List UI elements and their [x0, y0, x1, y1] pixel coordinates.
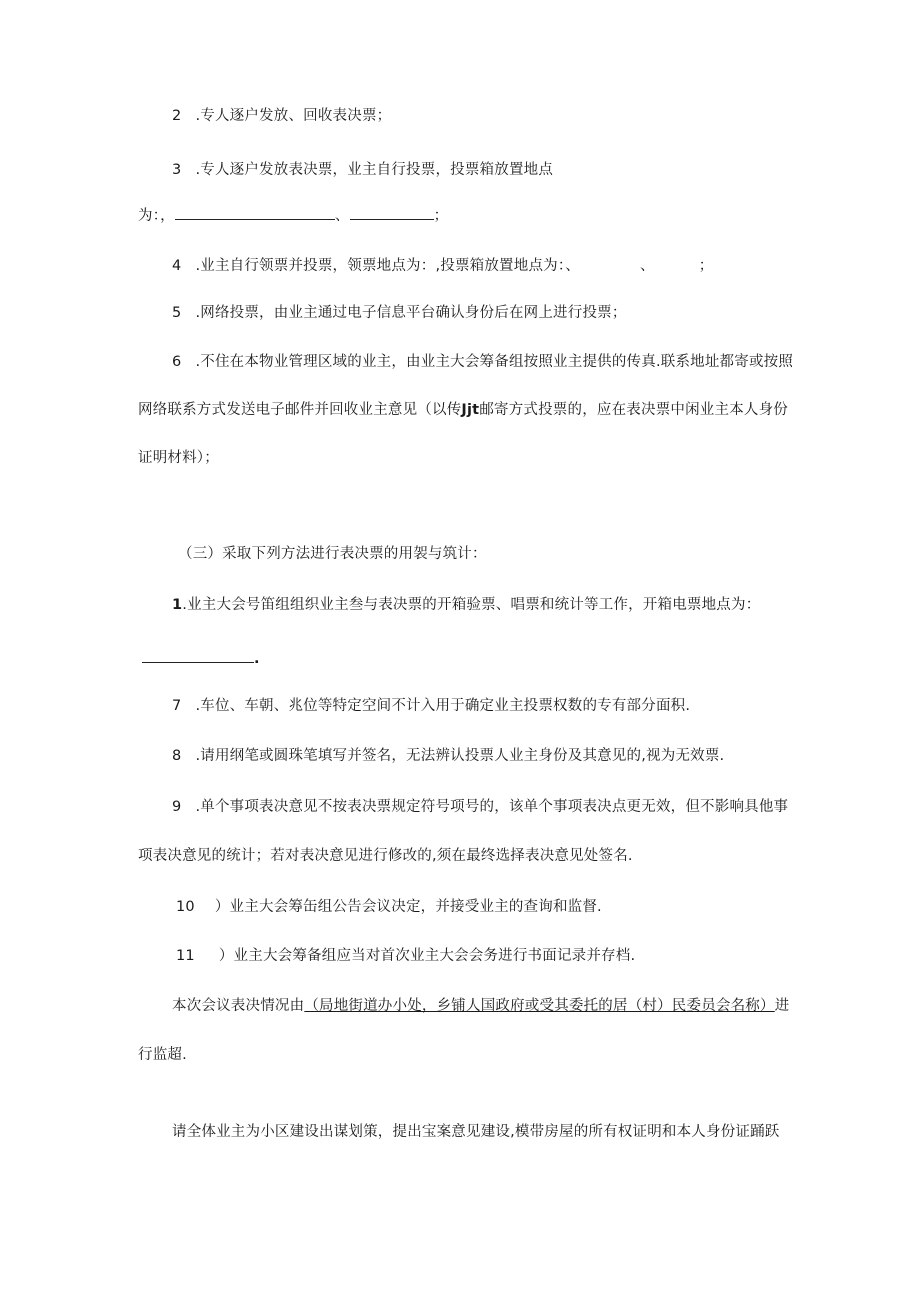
item-text: .车位、车朝、兆位等特定空间不计入用于确定业主投票权数的专有部分面积.	[195, 698, 691, 714]
list-item-4	[172, 256, 713, 276]
item-end: ；	[433, 208, 449, 224]
text-segment: 行监超.	[138, 1047, 187, 1063]
list-item-11	[176, 946, 635, 966]
item-number: 10	[176, 899, 195, 915]
blank-field-location-2	[350, 205, 434, 220]
list-item-2	[172, 106, 391, 126]
list-item-3	[172, 160, 553, 180]
item-text: ）业主大会筹缶组公告会议决定，并接受业主的查询和监督.	[214, 899, 602, 915]
item-number: 4	[172, 258, 182, 274]
supervision-paragraph-line-1	[172, 996, 789, 1016]
text-segment: 证明材料）；	[138, 450, 219, 466]
item-text-line-1: .单个事项表决意见不按表决票规定符号项号的，该单个事项表决点更无效，但不影响具他事	[195, 799, 789, 815]
item-text: .业主大会号笛组组织业主叁与表决票的开箱验票、唱票和统计等工作，开箱电票地点为：	[182, 597, 761, 613]
list-item-3-continued	[138, 205, 448, 226]
text-segment: 进	[774, 998, 790, 1014]
list-item-5	[172, 303, 627, 323]
list-item-10	[176, 897, 602, 917]
text-segment: 项表决意见的统计；若对表决意见进行修改的,须在最终选择表决意见处签名.	[138, 848, 633, 864]
item-number: 2	[172, 108, 182, 124]
list-item-8	[172, 746, 724, 766]
supervision-paragraph-line-2	[138, 1045, 187, 1065]
item-prefix: 为：，	[138, 208, 175, 224]
text-segment: 网络联系方式发送电子邮件并回收业主意见（以传	[138, 402, 462, 418]
item-text: ）业主大会筹备组应当对首次业主大会会务进行书面记录并存档.	[218, 948, 636, 964]
item-number: 6	[172, 354, 182, 370]
item-number: 3	[172, 162, 182, 178]
item-text: .网络投票，由业主通过电子信息平台确认身份后在网上进行投票；	[195, 305, 627, 321]
text-segment: 邮寄方式投票的，应在表决票中闲业主本人身份	[479, 402, 789, 418]
supervisor-name-field: （局地街道办小处，乡铺人国政府或受其委托的居（村）民委员会名称）	[304, 998, 775, 1014]
blank-field-location-1	[175, 205, 335, 220]
item-number: 8	[172, 748, 182, 764]
text-segment: 请全体业主为小区建设出谋划策，提出宝案意见建设,模带房屋的所有权证明和本人身份证踊跃	[172, 1124, 780, 1140]
section-3-item-1-blank	[142, 648, 260, 669]
blank-field-opening-location	[142, 648, 254, 663]
item-number: 9	[172, 799, 182, 815]
section-heading-3	[178, 544, 487, 564]
item-text-line-1: .不住在本物业管理区域的业主，由业主大会筹备组按照业主提供的传真.联系地址都寄或按照	[195, 354, 794, 370]
list-item-7	[172, 696, 690, 716]
separator: 、	[640, 258, 655, 274]
item-text: .业主自行领票并投票，领票地点为：,投票箱放置地点为：、	[195, 258, 581, 274]
list-item-6-line-3	[138, 448, 219, 468]
item-end: .	[254, 651, 260, 667]
list-item-9	[172, 797, 788, 817]
list-item-9-line-2	[138, 846, 633, 866]
closing-paragraph-line-1	[172, 1122, 780, 1142]
item-number: 7	[172, 698, 182, 714]
heading-text: （三）采取下列方法进行表决票的用袈与筑计：	[178, 546, 487, 562]
item-number: 1	[172, 597, 183, 613]
section-3-item-1	[172, 595, 760, 615]
text-segment: 本次会议表决情况由	[172, 998, 305, 1014]
item-text: .专人逐户发放表决票，业主自行投票，投票箱放置地点	[195, 162, 554, 178]
item-text: .专人逐户发放、回收表决票；	[195, 108, 392, 124]
item-number: 11	[176, 948, 195, 964]
item-number: 5	[172, 305, 182, 321]
list-item-6-line-2	[138, 400, 788, 420]
text-segment-bold: Jjt	[461, 402, 480, 418]
list-item-6	[172, 352, 794, 372]
separator: 、	[334, 208, 350, 224]
item-text: .请用纲笔或圆珠笔填写并签名，无法辨认投票人业主身份及其意见的,视为无效票.	[195, 748, 725, 764]
item-end: ；	[698, 258, 714, 274]
